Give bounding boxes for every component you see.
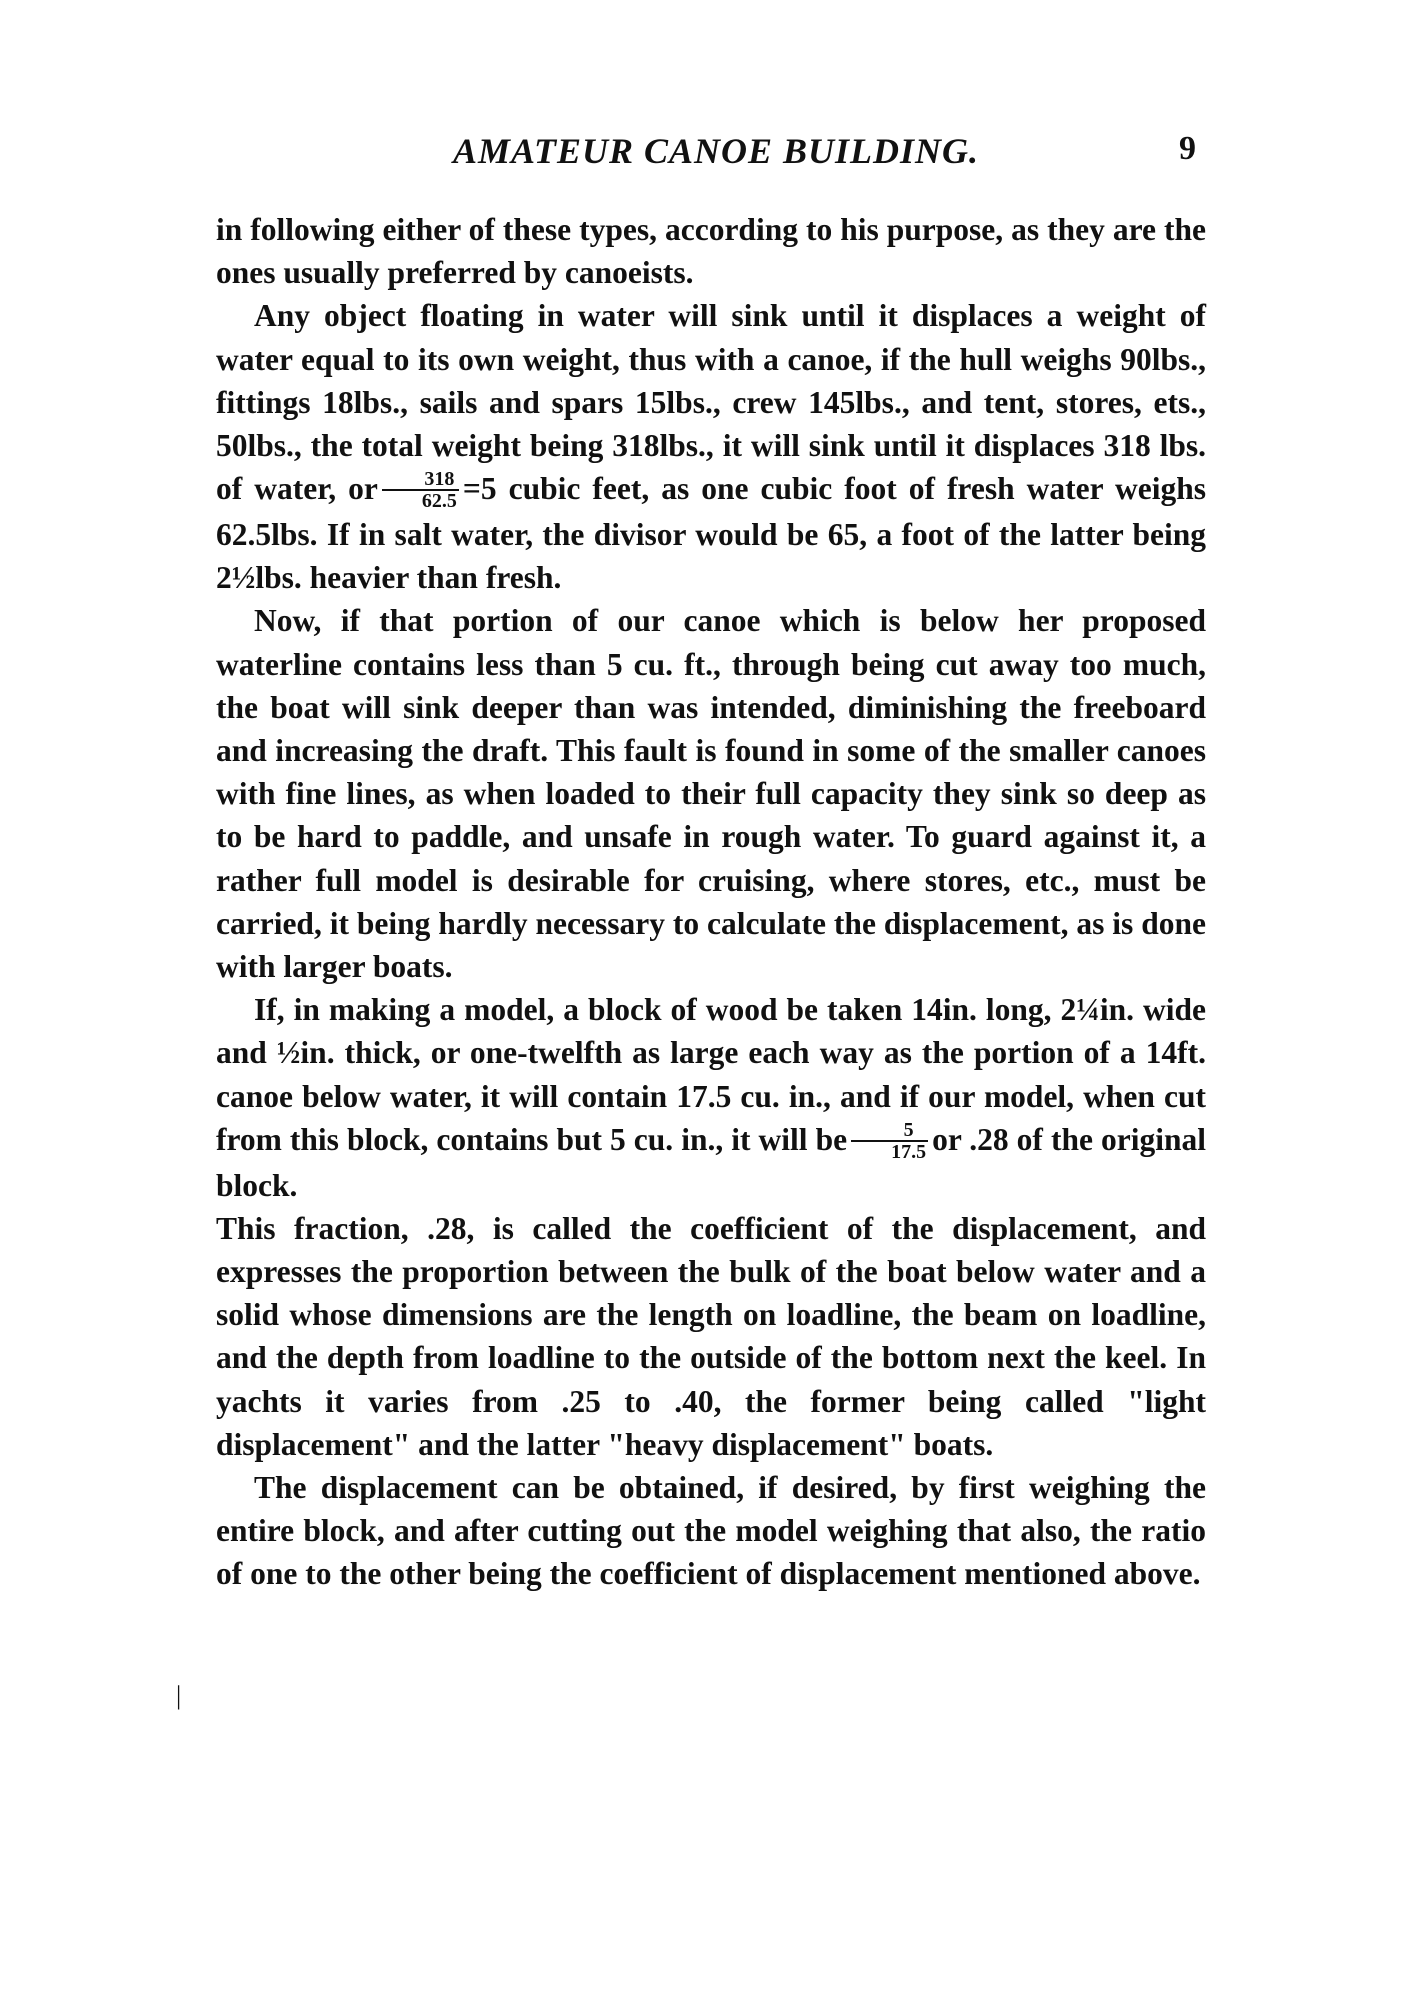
body-text — [216, 208, 1206, 1596]
paragraph-2-text-a: Any object floating in water will sink until it displaces a weight of water equal to its own weight, thus with a canoe, if the hull weighs 90lbs., fittings 18lbs., sails and spars 15lbs., crew 145lbs., and tent, stores, ets., 50lbs., the total weight being 318lbs., it will sink until it displaces 318 lbs. of water, or — [216, 298, 1206, 507]
paragraph-3: Now, if that portion of our canoe which is below her proposed waterline contains less than 5 cu. ft., through being cut away too much, the boat will sink deeper than was intended, diminishing the freeboard and increasing the draft. This fault is found in some of the smaller canoes with fine lines, as when loaded to their full capacity they sink so deep as to be hard to paddle, and unsafe in rough water. To guard against it, a rather full model is desirable for cruising, where stores, etc., must be carried, it being hardly necessary to calculate the displacement, as is done with larger boats. — [216, 603, 1206, 985]
paragraph-6: The displacement can be obtained, if desired, by first weighing the entire block, and after cutting out the model weighing that also, the ratio of one to the other being the coefficient of displacement mentioned above. — [216, 1470, 1206, 1592]
fraction-318-over-62-5 — [382, 469, 459, 511]
fraction-5-over-17-5 — [851, 1120, 928, 1162]
paragraph-4 — [216, 988, 1206, 1207]
paragraph-2 — [216, 294, 1206, 599]
fraction-denominator: 17.5 — [891, 1140, 927, 1163]
fraction-numerator: 318 — [382, 469, 459, 491]
page-number: 9 — [1179, 130, 1196, 167]
fraction-denominator: 62.5 — [421, 489, 457, 512]
fraction-numerator: 5 — [851, 1120, 928, 1142]
paragraph-2-text-b: =5 cubic feet, as one cubic foot of fresh water weighs 62.5lbs. If in salt water, the divisor would be 65, a foot of the latter being 2½lbs. heavier than fresh. — [216, 471, 1206, 596]
margin-mark: | — [176, 1681, 182, 1710]
paragraph-4-text-a: If, in making a model, a block of wood be taken 14in. long, 2¼in. wide and ½in. thick, or one-twelfth as large each way as the portion of a 14ft. canoe below water, it will contain 17.5 cu. in., and if our model, when cut from this block, contains but 5 cu. in., it will be — [216, 992, 1206, 1157]
running-head: AMATEUR CANOE BUILDING. — [452, 131, 980, 171]
paragraph-5: This fraction, .28, is called the coefficient of the displacement, and expresses the proportion between the bulk of the boat below water and a solid whose dimensions are the length on loadline, the beam on loadline, and the depth from loadline to the outside of the bottom next the keel. In yachts it varies from .25 to .40, the former being called "light displacement" and the latter "heavy displacement" boats. — [216, 1210, 1206, 1462]
paragraph-1: in following either of these types, according to his purpose, as they are the ones usually preferred by canoeists. — [216, 212, 1206, 291]
paragraph-4-text-b: or .28 of the original block. — [216, 1121, 1206, 1203]
page-header — [216, 126, 1216, 186]
